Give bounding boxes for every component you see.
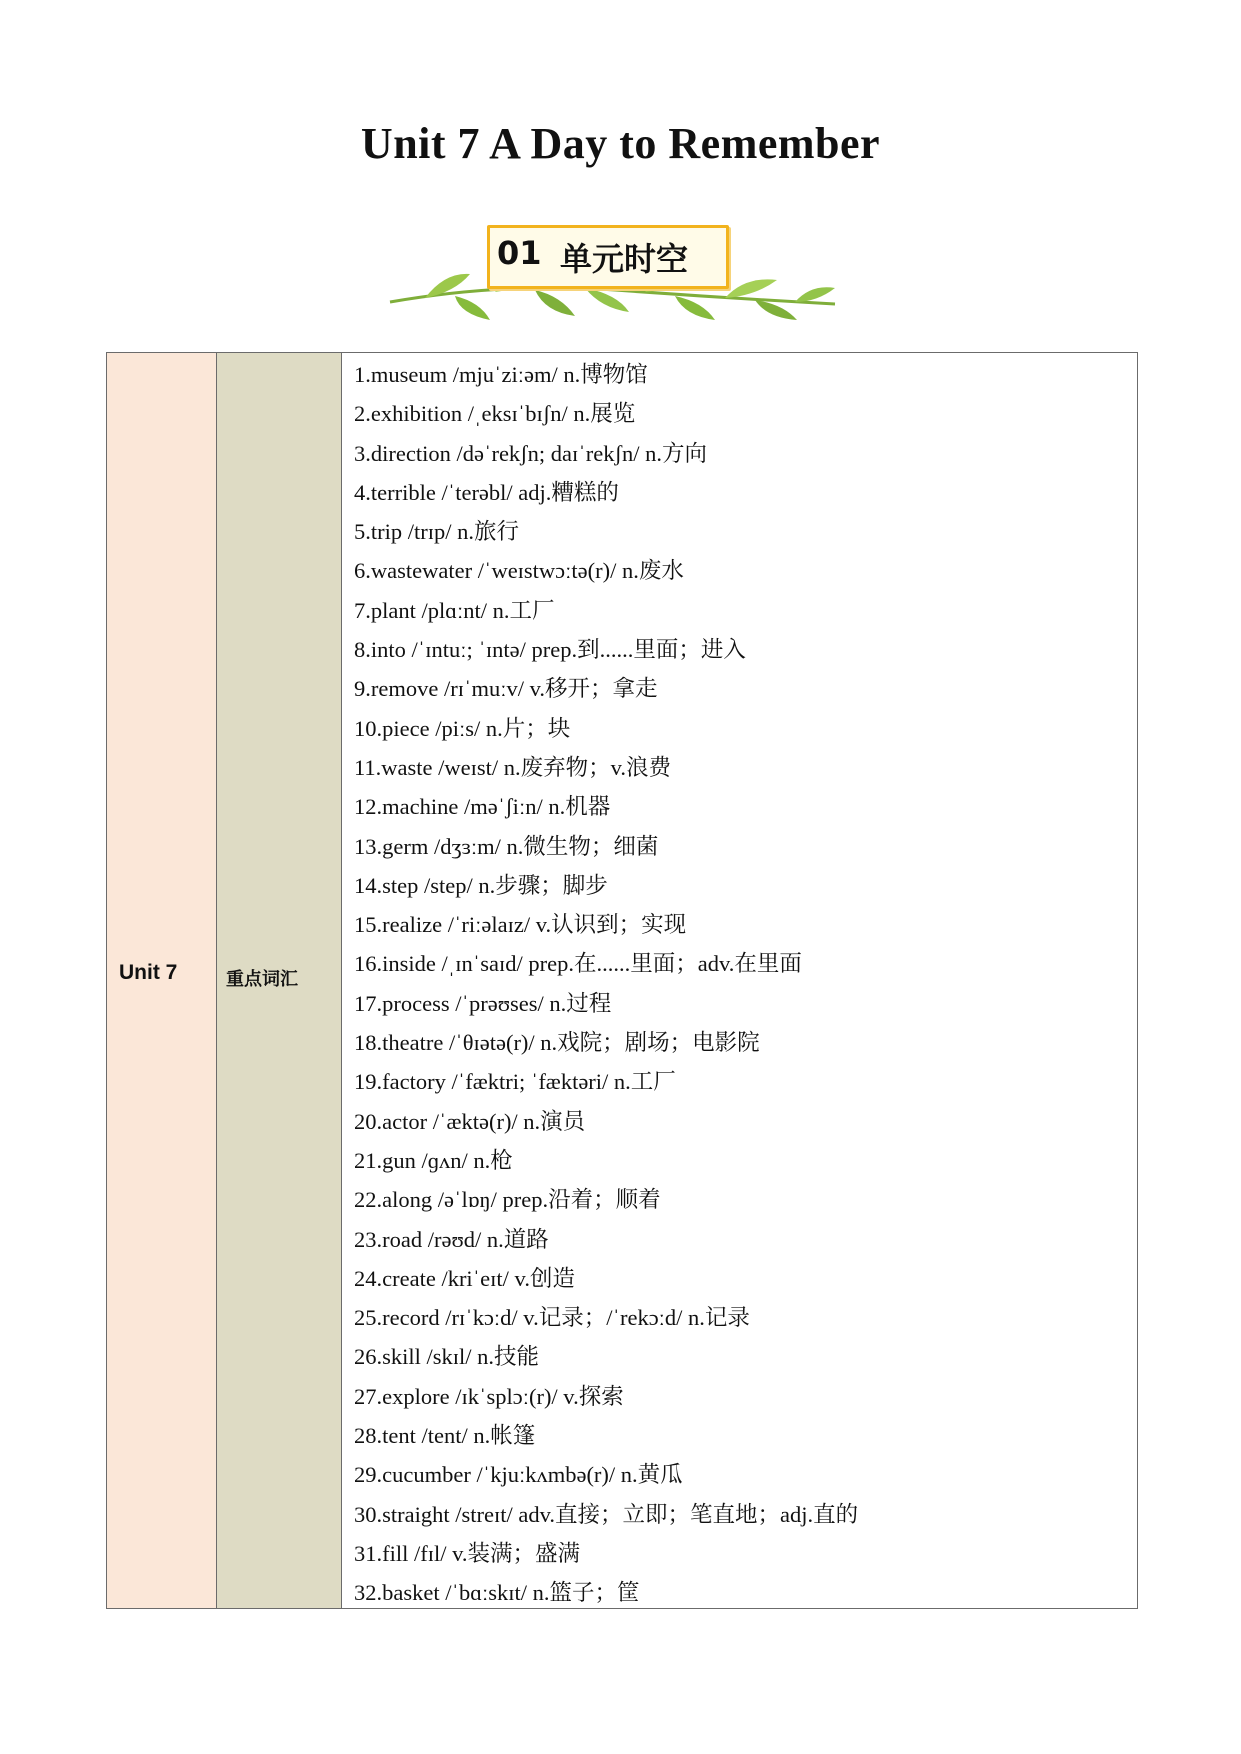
vocab-entry: 20.actor /ˈæktə(r)/ n.演员 [354,1108,586,1134]
vocab-entry: 13.germ /dʒɜːm/ n.微生物；细菌 [354,833,659,859]
vocab-entry: 27.explore /ɪkˈsplɔː(r)/ v.探索 [354,1383,624,1409]
vocab-entry: 4.terrible /ˈterəbl/ adj.糟糕的 [354,479,619,505]
vocab-entry: 15.realize /ˈriːəlaɪz/ v.认识到；实现 [354,912,687,938]
vocab-entry: 2.exhibition /ˌeksɪˈbɪʃn/ n.展览 [354,401,636,427]
vocab-entry: 14.step /step/ n.步骤；脚步 [354,872,608,898]
vocab-entry: 32.basket /ˈbɑːskɪt/ n.篮子；筐 [354,1580,640,1606]
section-badge [385,222,840,330]
word-list [354,355,1124,1613]
section-number: 01 [497,234,542,272]
unit-label: Unit 7 [119,961,178,984]
vocab-entry: 29.cucumber /ˈkjuːkʌmbə(r)/ n.黄瓜 [354,1462,683,1488]
vocab-entry: 30.straight /streɪt/ adv.直接；立即；笔直地；adj.直的 [354,1501,859,1527]
vocab-entry: 8.into /ˈɪntuː; ˈɪntə/ prep.到......里面；进入 [354,637,746,663]
vocab-entry: 25.record /rɪˈkɔːd/ v.记录；/ˈrekɔːd/ n.记录 [354,1305,750,1331]
category-label: 重点词汇 [226,969,298,990]
vocab-entry: 24.create /kriˈeɪt/ v.创造 [354,1265,575,1291]
vocabulary-table [106,352,1138,1609]
vocab-entry: 22.along /əˈlɒŋ/ prep.沿着；顺着 [354,1187,661,1213]
page-title: Unit 7 A Day to Remember [360,119,881,168]
vocab-entry: 5.trip /trɪp/ n.旅行 [354,519,519,545]
vocab-entry: 28.tent /tent/ n.帐篷 [354,1423,536,1449]
vocab-entry: 21.gun /ɡʌn/ n.枪 [354,1147,513,1173]
vocab-entry: 3.direction /dəˈrekʃn; daɪˈrekʃn/ n.方向 [354,440,708,466]
vocab-entry: 1.museum /mjuˈziːəm/ n.博物馆 [354,362,648,387]
section-label: 单元时空 [560,240,689,278]
vocab-entry: 17.process /ˈprəʊses/ n.过程 [354,990,612,1016]
vocab-entry: 9.remove /rɪˈmuːv/ v.移开；拿走 [354,676,658,702]
vocab-entry: 11.waste /weɪst/ n.废弃物；v.浪费 [354,754,672,780]
vocab-entry: 31.fill /fɪl/ v.装满；盛满 [354,1540,581,1566]
vocab-entry: 18.theatre /ˈθɪətə(r)/ n.戏院；剧场；电影院 [354,1030,760,1056]
vocab-entry: 12.machine /məˈʃiːn/ n.机器 [354,794,611,820]
vocab-entry: 23.road /rəʊd/ n.道路 [354,1226,549,1252]
vocab-entry: 19.factory /ˈfæktri; ˈfæktəri/ n.工厂 [354,1069,676,1095]
vocab-entry: 6.wastewater /ˈweɪstwɔːtə(r)/ n.废水 [354,558,684,584]
vocab-entry: 7.plant /plɑːnt/ n.工厂 [354,597,555,623]
vocab-entry: 26.skill /skɪl/ n.技能 [354,1344,540,1370]
vocab-entry: 10.piece /piːs/ n.片；块 [354,715,571,741]
vocab-entry: 16.inside /ˌɪnˈsaɪd/ prep.在......里面；adv.在里面 [354,951,802,977]
